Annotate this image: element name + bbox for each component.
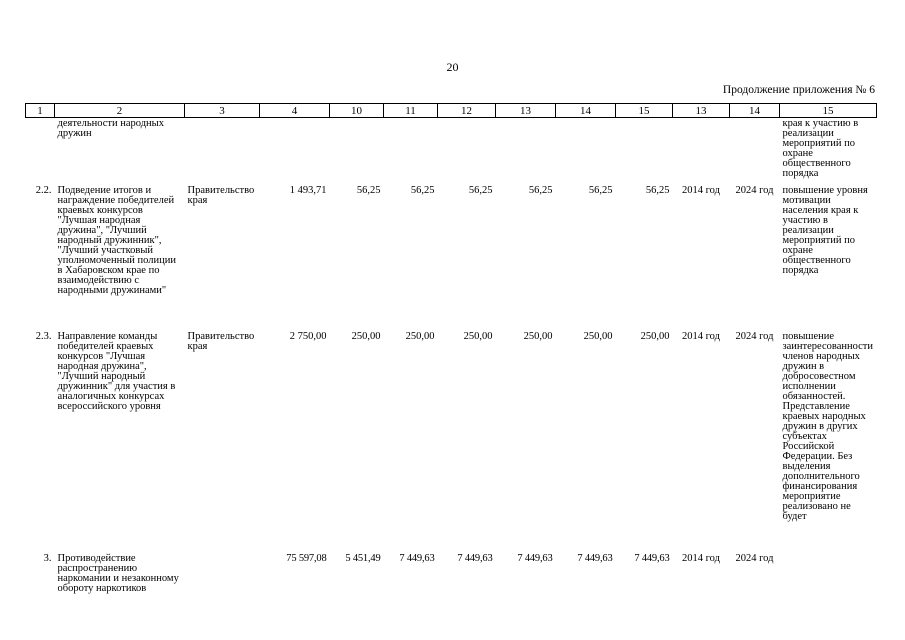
amount-cell: 7 449,63 <box>399 552 435 564</box>
col-header: 14 <box>556 104 616 118</box>
col-header: 2 <box>55 104 185 118</box>
table-row <box>26 118 877 185</box>
end-year <box>730 118 780 185</box>
start-year: 2014 год <box>682 184 720 196</box>
amount-cell: 5 451,49 <box>345 552 381 564</box>
executor: Правительство края <box>187 184 255 206</box>
col-header: 14 <box>730 104 780 118</box>
amount-cell: 250,00 <box>351 330 381 342</box>
amount-cell: 56,25 <box>356 184 381 196</box>
amount-cell: 7 449,63 <box>517 552 553 564</box>
col-header: 13 <box>673 104 730 118</box>
amount-cell: 7 449,63 <box>634 552 670 564</box>
row-number: 2.3. <box>35 330 52 342</box>
measure-name: Направление команды победителей краевых конкурсов "Лучшая народная дружина", "Лучший народный дружинник" для участия в аналогичных конкурсах всероссийского уровня <box>57 330 176 412</box>
row-number: 3. <box>43 552 52 564</box>
col-header: 3 <box>185 104 260 118</box>
expected-result: повышение заинтересованности членов народных дружин в добросовестном исполнении обязанностей. Представление краевых народных дружин в других субъектах Российской Федерации. Без выделения дополнительного финансирования мероприятие реализовано не будет <box>782 330 873 522</box>
amount-cell: 250,00 <box>583 330 613 342</box>
expected-result: края к участию в реализации мероприятий по охране общественного порядка <box>782 118 859 179</box>
amount-cell: 56,25 <box>410 184 435 196</box>
amount-cell <box>384 118 438 185</box>
amount-cell <box>496 118 556 185</box>
amount-cell <box>330 118 384 185</box>
row-number: 2.2. <box>35 184 52 196</box>
col-header: 4 <box>260 104 330 118</box>
table-row <box>26 553 877 601</box>
expected-result: повышение уровня мотивации населения края к участию в реализации мероприятий по охране общественного порядка <box>782 184 868 276</box>
measure-name: Подведение итогов и награждение победителей краевых конкурсов "Лучшая народная дружина", "Лучший народный дружинник", "Лучший участковый уполномоченный полиции в Хабаровском крае по взаимодействию с народными дружинами" <box>57 184 176 296</box>
program-table <box>25 103 877 601</box>
amount-cell <box>438 118 496 185</box>
amount-cell: 56,25 <box>468 184 493 196</box>
amount-cell: 250,00 <box>640 330 670 342</box>
start-year: 2014 год <box>682 552 720 564</box>
page-number: 20 <box>446 60 459 74</box>
start-year: 2014 год <box>682 330 720 342</box>
end-year: 2024 год <box>735 184 774 196</box>
col-header: 12 <box>438 104 496 118</box>
column-number-row <box>26 104 877 118</box>
table-row <box>26 185 877 331</box>
col-header: 13 <box>496 104 556 118</box>
col-header: 15 <box>616 104 673 118</box>
executor: Правительство края <box>187 330 255 352</box>
row-number <box>26 118 55 185</box>
end-year: 2024 год <box>735 330 774 342</box>
amount-cell <box>556 118 616 185</box>
amount-cell: 56,25 <box>645 184 670 196</box>
total-amount: 75 597,08 <box>286 552 327 564</box>
continuation-label: Продолжение приложения № 6 <box>722 84 875 96</box>
amount-cell: 250,00 <box>523 330 553 342</box>
total-amount: 2 750,00 <box>289 330 327 342</box>
col-header: 15 <box>780 104 877 118</box>
amount-cell: 250,00 <box>463 330 493 342</box>
amount-cell: 56,25 <box>528 184 553 196</box>
col-header: 1 <box>26 104 55 118</box>
end-year: 2024 год <box>735 552 774 564</box>
amount-cell: 56,25 <box>588 184 613 196</box>
amount-cell: 7 449,63 <box>577 552 613 564</box>
measure-name: деятельности народных дружин <box>57 118 164 139</box>
col-header: 10 <box>330 104 384 118</box>
executor <box>185 553 260 601</box>
expected-result <box>780 553 877 601</box>
amount-cell <box>616 118 673 185</box>
measure-name: Противодействие распространению наркомании и незаконному обороту наркотиков <box>57 552 179 594</box>
total-amount: 1 493,71 <box>289 184 327 196</box>
executor <box>185 118 260 185</box>
col-header: 11 <box>384 104 438 118</box>
amount-cell: 7 449,63 <box>457 552 493 564</box>
start-year <box>673 118 730 185</box>
table-row <box>26 331 877 553</box>
total-amount <box>260 118 330 185</box>
amount-cell: 250,00 <box>405 330 435 342</box>
